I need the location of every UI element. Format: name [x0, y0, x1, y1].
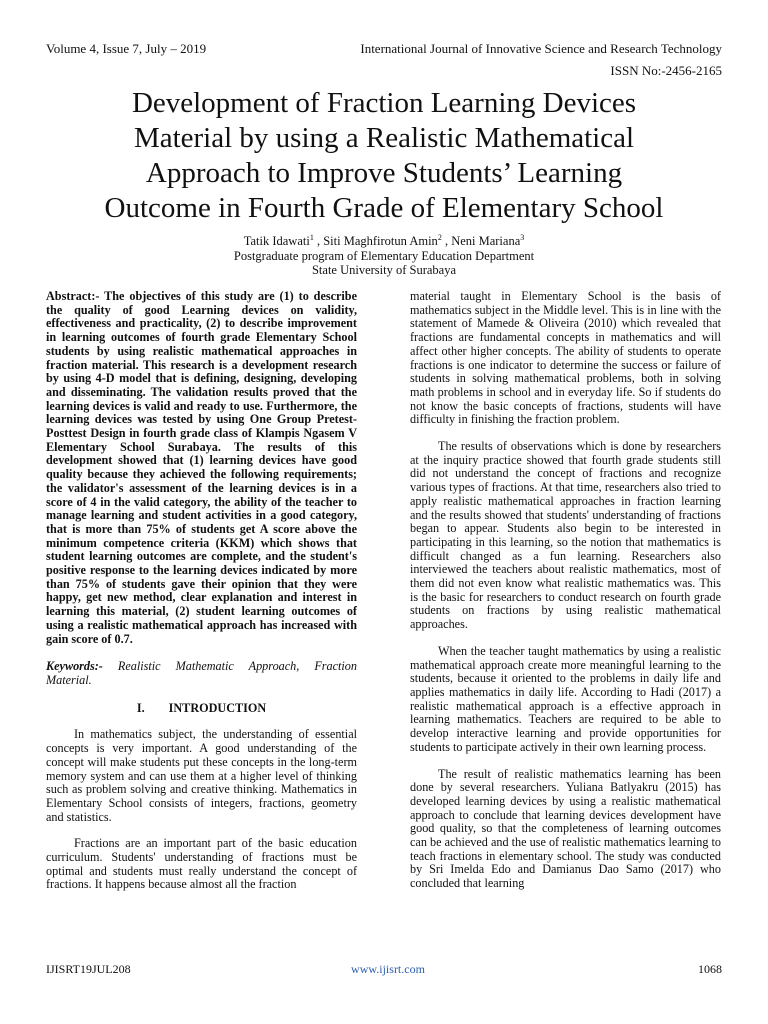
author-1: Tatik Idawati: [243, 234, 310, 248]
paper-code: IJISRT19JUL208: [46, 962, 131, 976]
author-1-sup: 1: [309, 232, 314, 242]
author-block: [0, 234, 768, 278]
author-2: , Siti Maghfirotun Amin: [313, 234, 438, 248]
title-line-2: Material by using a Realistic Mathematical: [133, 122, 635, 154]
intro-paragraph-2: Fractions are an important part of the basic education curriculum. Students' understanding of fractions must be optimal and students must really understand the concept of fractions. It happens because almost all the fraction: [46, 836, 357, 892]
section-number: I.: [136, 700, 145, 715]
abstract: Abstract:- The objectives of this study are (1) to describe the quality of good Learning devices on validity, effectiveness and practicality, (2) to describe improvement in learning outcomes of fourth grade Elementary School students by using realistic mathematical approaches in fraction material. This research is a development research by using 4-D model that is defining, designing, developing and disseminating. The validation results proved that the learning devices is valid and ready to use. Furthermore, the learning devices was tested by using One Group Pretest-Posttest Design in fourth grade class of Klampis Ngasem V Elementary School Surabaya. The results of this development showed that (1) learning devices have good quality because they achieved the following requirements; the validator's assessment of the learning devices is in a score of 4 in the valid category, the ability of the teacher to manage learning and student activities in a good category, that is more than 75% of students get A score above the minimum competence criteria (KKM) which shows that student learning outcomes are complete, and the student's positive response to the learning devices indicated by more than 75% of students gave their opinion that they were happy, get new method, clear explanation and interest in learning this material, (2) student learning outcomes of using a realistic mathematical approach has increased with gain score of 0.7.: [46, 289, 357, 646]
issn: ISSN No:-2456-2165: [610, 63, 722, 78]
volume-info: Volume 4, Issue 7, July – 2019: [46, 41, 207, 56]
title-line-4: Outcome in Fourth Grade of Elementary School: [104, 192, 664, 224]
author-list: [0, 234, 768, 249]
paper-title: [40, 86, 728, 226]
page-number: 1068: [698, 962, 722, 976]
keywords: [46, 660, 357, 687]
author-3: , Neni Mariana: [441, 234, 521, 248]
affiliation: Postgraduate program of Elementary Education Department: [233, 248, 535, 263]
right-paragraph-3: When the teacher taught mathematics by using a realistic mathematical approach create more meaningful learning to the students, because it oriented to the problems in daily life and applies mathematics in daily life. According to Hadi (2017) a realistic mathematical approach is a effective approach in learning mathematics. Teachers are required to be able to develop interactive learning and provide opportunities for students to participate actively in their own learning process.: [410, 643, 721, 754]
section-title: INTRODUCTION: [168, 700, 267, 715]
journal-name: International Journal of Innovative Science and Research Technology: [360, 41, 722, 56]
keywords-label: Keywords:-: [46, 659, 103, 674]
left-column: [46, 290, 357, 892]
right-paragraph-1: material taught in Elementary School is the basis of mathematics subject in the Middle level. This is in line with the statement of Mamede & Oliveira (2010) which revealed that fractions are fundamental concepts in mathematics and will affect other higher concepts. The ability of students to operate fractions is one indicator to determine the success or failure of students in solving mathematical problems, both in solving math problems in school and in everyday life. So if students do not know the basic concepts of fractions, students will have difficulty in finishing the fraction problem.: [410, 289, 721, 427]
keywords-text: Realistic Mathematic Approach, Fraction Material.: [46, 659, 357, 687]
author-2-sup: 2: [437, 232, 442, 242]
university: State University of Surabaya: [311, 263, 457, 278]
author-3-sup: 3: [520, 232, 525, 242]
journal-url[interactable]: www.ijisrt.com: [351, 962, 425, 976]
title-line-3: Approach to Improve Students’ Learning: [145, 157, 623, 189]
section-heading: [46, 702, 357, 716]
right-paragraph-2: The results of observations which is done by researchers at the inquiry practice showed that fourth grade students still did not understand the concept of fractions and recognize various types of fractions. At that time, researchers also tried to apply realistic mathematical approaches in fraction learning and the results showed that students' understanding of fractions began to appear. Students also begin to be interested in participating in this learning, so the notion that mathematics is difficult changed as a fun learning. Researchers also interviewed the teachers about realistic mathematics, most of them did not even know what realistic mathematics was. This is the basic for researchers to conduct research on fourth grade students on fractions by using realistic mathematical approaches.: [410, 439, 721, 632]
title-line-1: Development of Fraction Learning Devices: [131, 87, 637, 119]
intro-paragraph-1: In mathematics subject, the understanding of essential concepts is very important. A good understanding of the concept will make students put these concepts in the long-term memory system and can use them at a higher level of thinking such as problem solving and creative thinking. Mathematics in Elementary School consists of integers, fractions, geometry and statistics.: [46, 727, 357, 824]
right-paragraph-4: The result of realistic mathematics learning has been done by several researchers. Yuliana Batlyakru (2015) has developed learning devices by using a realistic mathematical approach to conclude that learning devices development have good quality, so that the completeness of learning outcomes can be achieved and the use of realistic mathematics learning to teach fractions in elementary school. The study was conducted by Sri Imelda Edo and Damianus Dao Samo (2017) who concluded that learning: [410, 766, 721, 891]
right-column: [410, 290, 721, 891]
